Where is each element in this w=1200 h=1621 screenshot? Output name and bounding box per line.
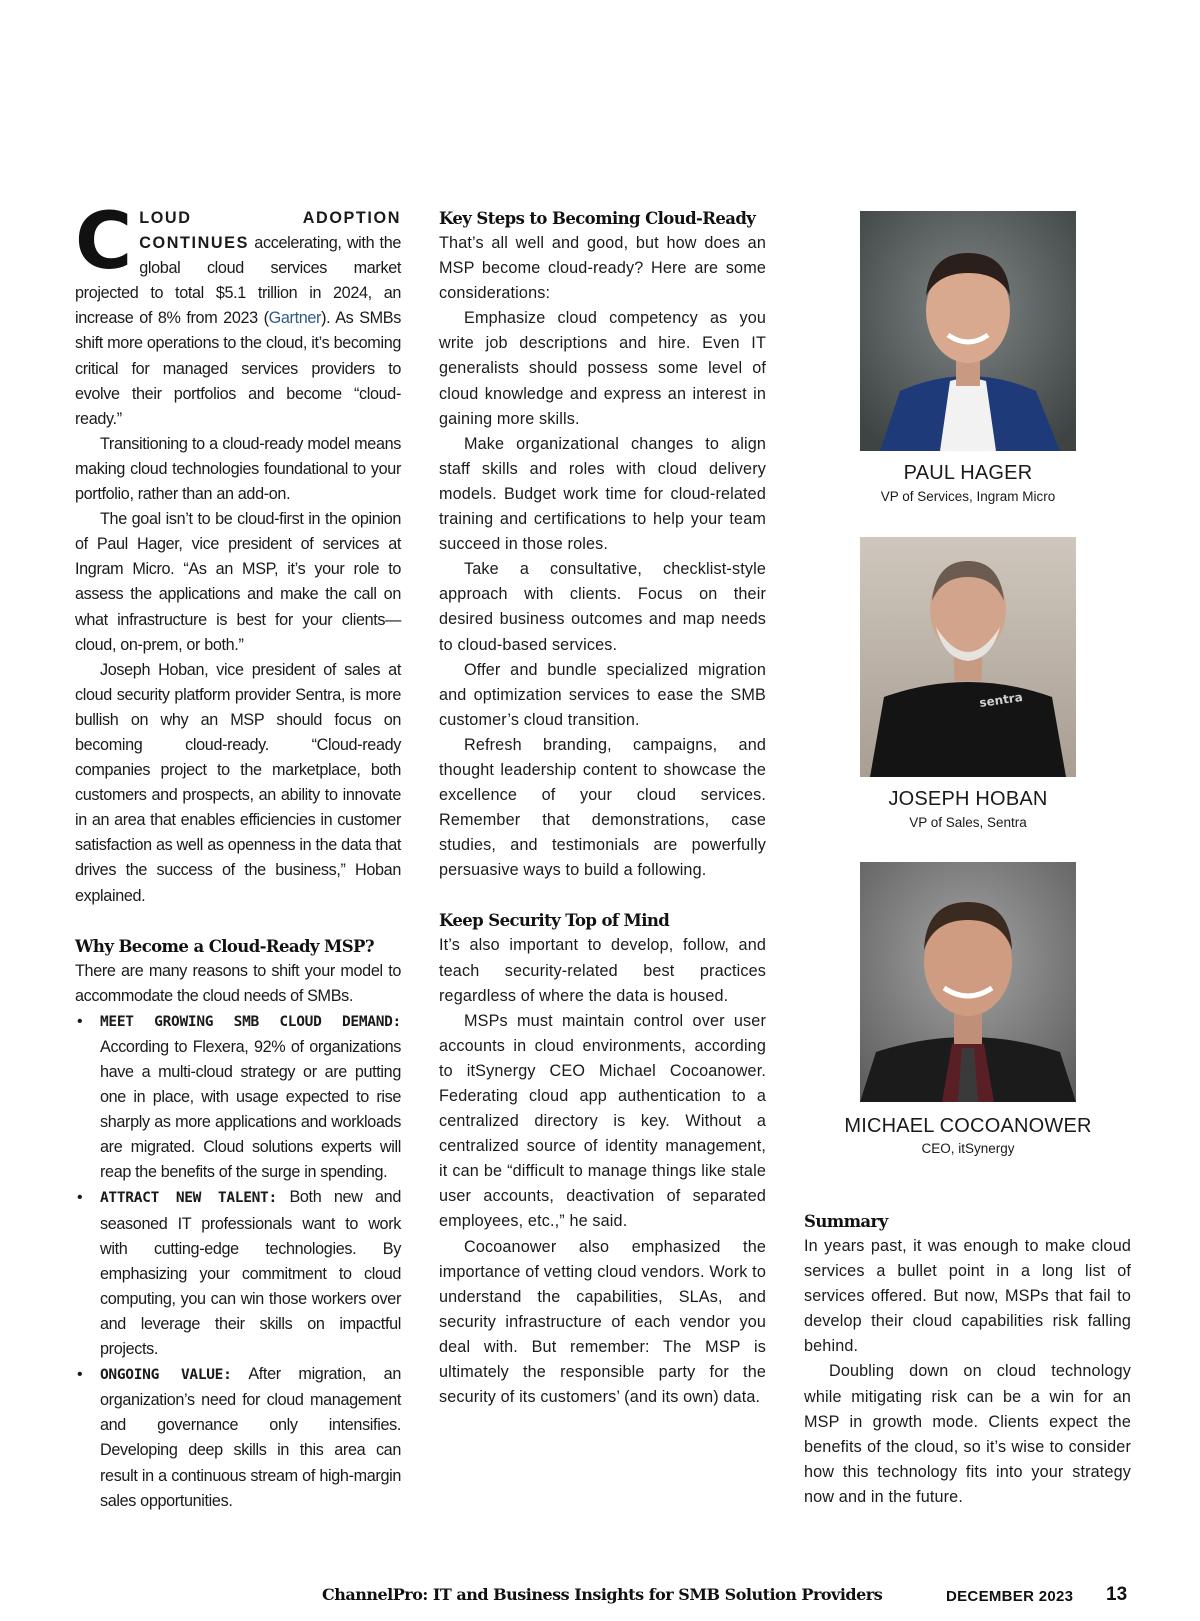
- bullet-icon: •: [77, 1189, 83, 1207]
- bullet-icon: •: [77, 1012, 83, 1030]
- paragraph: In years past, it was enough to make cloud services a bullet point in a long list of services offered. But now, MSPs that fail to develop their cloud capabilities risk falling behind.: [804, 1237, 1131, 1356]
- person-name: MICHAEL COCOANOWER: [844, 1115, 1092, 1137]
- page-number: 13: [1106, 1584, 1128, 1605]
- heading-key-steps: Key Steps to Becoming Cloud-Ready: [439, 209, 756, 228]
- gartner-link[interactable]: Gartner: [268, 309, 322, 328]
- person-title: VP of Sales, Sentra: [909, 815, 1027, 830]
- paragraph: Joseph Hoban, vice president of sales at cloud security platform provider Sentra, is more bullish on why an MSP should focus on becoming cloud-ready. “Cloud-ready companies project to the marketplace, both customers and prospects, an ability to innovate in an area that enables efficiencies in customer satisfaction as well as openness in the data that drives the success of the business,” Hoban explained.: [75, 660, 401, 905]
- drop-cap: C: [75, 197, 133, 287]
- paragraph: Refresh branding, campaigns, and thought leadership content to showcase the excellence of your cloud services. Remember that demonstrations, case studies, and testimonials are powerfully persuasive ways to build a following.: [439, 735, 766, 880]
- column-left: [75, 197, 401, 1514]
- person-name: PAUL HAGER: [903, 462, 1033, 484]
- list-item: • ATTRACT NEW TALENT: Both new and seasoned IT professionals want to work with cutting-edge technologies. By emphasizing your commitment to cloud computing, you can win those workers over and leverage their skills on impactful projects.: [75, 1185, 401, 1362]
- paragraph: MSPs must maintain control over user accounts in cloud environments, according to itSynergy CEO Michael Cocoanower. Federating cloud app authentication to a centralized directory is key. Without a centralized source of identity management, it can be “difficult to manage things like stale user accounts, deactivation of separated employees, etc.,” he said.: [439, 1011, 766, 1231]
- photo-michael-cocoanower: [860, 862, 1076, 1102]
- column-middle: [439, 206, 766, 1410]
- heading-summary: Summary: [804, 1212, 888, 1231]
- photo-paul-hager: [860, 211, 1076, 451]
- paragraph: Doubling down on cloud technology while mitigating risk can be a win for an MSP in growth mode. Clients expect the benefits of the cloud, so it’s wise to consider how this technology fits into your strategy now and in the future.: [804, 1362, 1131, 1506]
- paragraph: Take a consultative, checklist-style approach with clients. Focus on their desired business outcomes and map needs to cloud-based services.: [439, 560, 766, 654]
- person-title: VP of Services, Ingram Micro: [880, 489, 1056, 504]
- paragraph: Emphasize cloud competency as you write job descriptions and hire. Even IT generalists should possess some level of cloud knowledge and express an interest in gaining more skills.: [439, 309, 766, 428]
- intro-paragraph: C LOUD ADOPTION CONTINUES accelerating, with the global cloud services market projected to total $5.1 trillion in 2024, an increase of 8% from 2023 (Gartner). As SMBs shift more operations to the cloud, it’s becoming critical for managed services providers to evolve their portfolios and become “cloud-ready.”: [75, 197, 401, 428]
- person-title: CEO, itSynergy: [921, 1141, 1015, 1156]
- paragraph: Transitioning to a cloud-ready model means making cloud technologies foundational to your portfolio, rather than an add-on.: [75, 434, 401, 504]
- column-right: [804, 1209, 1131, 1510]
- list-item: • ONGOING VALUE: After migration, an organization’s need for cloud management and governance only intensifies. Developing deep skills in this area can result in a continuous stream of high-margin sales opportunities.: [75, 1362, 401, 1514]
- paragraph: That’s all well and good, but how does an MSP become cloud-ready? Here are some considerations:: [439, 234, 766, 303]
- reasons-list: [75, 1009, 401, 1514]
- shirt-logo: sentra: [978, 690, 1024, 710]
- lead-in: LOUD ADOPTION CONTINUES: [139, 209, 401, 253]
- heading-why-cloud-ready: Why Become a Cloud-Ready MSP?: [75, 936, 374, 956]
- bullet-icon: •: [77, 1366, 83, 1384]
- paragraph: The goal isn’t to be cloud-first in the opinion of Paul Hager, vice president of services at Ingram Micro. “As an MSP, it’s your role to assess the applications and make the call on what infrastructure is best for your clients—cloud, on-prem, or both.”: [75, 510, 401, 654]
- paragraph: Cocoanower also emphasized the importance of vetting cloud vendors. Work to understand the capabilities, SLAs, and security infrastructure of each vendor you deal with. But remember: The MSP is ultimately the responsible party for the security of its customers’ (and its own) data.: [439, 1237, 766, 1407]
- paragraph: Offer and bundle specialized migration and optimization services to ease the SMB customer’s cloud transition.: [439, 660, 766, 729]
- footer-date: DECEMBER 2023: [946, 1588, 1074, 1605]
- paragraph: There are many reasons to shift your model to accommodate the cloud needs of SMBs.: [75, 961, 401, 1005]
- photo-joseph-hoban: [860, 537, 1076, 777]
- heading-security: Keep Security Top of Mind: [439, 911, 670, 931]
- list-item: • MEET GROWING SMB CLOUD DEMAND: According to Flexera, 92% of organizations have a multi-cloud strategy or are putting one in place, with usage expected to rise sharply as more applications and workloads are migrated. Cloud solutions experts will reap the benefits of the surge in spending.: [75, 1009, 401, 1186]
- paragraph: Make organizational changes to align staff skills and roles with cloud delivery models. Budget work time for cloud-related training and certifications to help your team succeed in those roles.: [439, 434, 766, 554]
- person-name: JOSEPH HOBAN: [888, 788, 1048, 810]
- footer-publication: ChannelPro: IT and Business Insights for SMB Solution Providers: [322, 1585, 883, 1604]
- paragraph: It’s also important to develop, follow, and teach security-related best practices regardless of where the data is housed.: [439, 936, 766, 1005]
